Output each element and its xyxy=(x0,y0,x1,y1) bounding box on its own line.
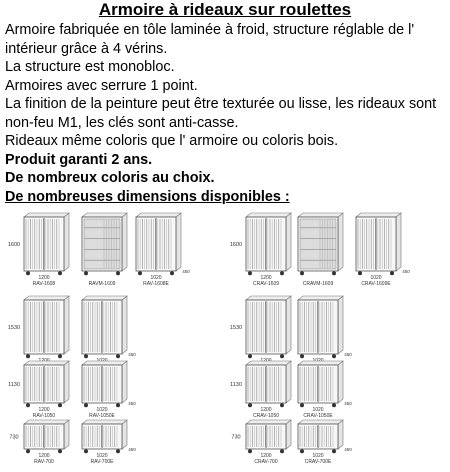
model-code: RAV-700E xyxy=(90,459,114,465)
height-label: 1130 xyxy=(230,382,242,388)
cabinet-item xyxy=(246,361,291,419)
depth-label: 450 xyxy=(344,352,352,357)
width-label: 1020 xyxy=(96,407,108,413)
depth-label: 450 xyxy=(344,447,352,452)
cabinet-item xyxy=(82,213,127,287)
colors-text: De nombreux coloris au choix. xyxy=(5,170,215,186)
model-code: RAV-1608 xyxy=(32,281,56,287)
description-line-4: La finition de la peinture peut être texturée ou lisse, les rideaux sont non-feu M1, les clés sont anti-casse. xyxy=(5,96,437,131)
height-label: 1130 xyxy=(8,382,20,388)
height-label: 1600 xyxy=(229,242,243,248)
depth-label: 450 xyxy=(402,269,410,274)
description-line-2: La structure est monobloc. xyxy=(5,59,175,75)
description-line-1: Armoire fabriquée en tôle laminée à froid, structure réglable de l' intérieur grâce à 4 vérins. xyxy=(5,22,415,57)
model-code: CRAV-1050E xyxy=(303,413,333,419)
width-label: 1200 xyxy=(260,407,272,413)
cabinet-item xyxy=(82,296,136,370)
model-code: RAVM-1609 xyxy=(88,281,116,287)
width-label: 1200 xyxy=(38,407,50,413)
model-code: RAV-700 xyxy=(34,459,54,465)
width-label: 1020 xyxy=(370,275,382,281)
model-code: RAV-1608E xyxy=(143,281,169,287)
model-code: CRAV-700E xyxy=(304,459,332,465)
width-label: 1020 xyxy=(96,453,108,459)
cabinet-item xyxy=(136,213,190,287)
model-code: CRAVM-1609 xyxy=(302,281,334,287)
model-code: RAV-1050E xyxy=(89,413,115,419)
depth-label: 450 xyxy=(128,447,136,452)
cabinet-item xyxy=(24,420,69,465)
cabinet-item xyxy=(298,213,343,287)
width-label: 1200 xyxy=(38,275,50,281)
height-label: 1530 xyxy=(229,325,243,331)
cabinet-item xyxy=(24,296,69,370)
width-label: 1020 xyxy=(312,453,324,459)
height-label: 730 xyxy=(231,434,241,441)
description-line-3: Armoires avec serrure 1 point. xyxy=(5,77,198,94)
cabinet-item xyxy=(246,213,291,287)
model-code: CRAV-1609 xyxy=(252,281,280,287)
cabinet-item xyxy=(298,420,352,465)
model-code: CRAV-1050 xyxy=(252,413,280,419)
height-label: 1600 xyxy=(7,242,21,248)
model-code: RAV-1050 xyxy=(32,413,56,419)
cabinet-item xyxy=(82,361,136,419)
cabinet-item xyxy=(24,213,69,287)
cabinet-item xyxy=(246,420,291,465)
width-label: 1020 xyxy=(150,275,162,281)
depth-label: 450 xyxy=(182,269,190,274)
cabinet-item xyxy=(24,361,69,419)
depth-label: 450 xyxy=(128,352,136,357)
description-line-5: Rideaux même coloris que l' armoire ou coloris bois. xyxy=(5,133,339,149)
cabinet-item xyxy=(298,361,352,419)
model-code: CRAV-700 xyxy=(254,459,278,465)
width-label: 1200 xyxy=(260,453,272,459)
cabinet-item xyxy=(246,296,291,370)
product-description xyxy=(5,21,445,206)
depth-label: 450 xyxy=(128,401,136,406)
guarantee-text: Produit garanti 2 ans. xyxy=(5,151,153,168)
page-title: Armoire à rideaux sur roulettes xyxy=(98,0,352,19)
width-label: 1200 xyxy=(260,275,272,281)
width-label: 1200 xyxy=(38,453,50,459)
cabinet-item xyxy=(82,420,136,465)
dimensions-heading: De nombreuses dimensions disponibles : xyxy=(5,188,290,205)
cabinet-item xyxy=(298,296,352,370)
width-label: 1020 xyxy=(312,407,324,413)
model-code: CRAV-1609E xyxy=(361,281,391,287)
height-label: 730 xyxy=(9,434,19,441)
cabinet-drawings xyxy=(0,205,450,472)
cabinet-item xyxy=(356,213,410,287)
depth-label: 450 xyxy=(344,401,352,406)
height-label: 1530 xyxy=(7,325,21,331)
